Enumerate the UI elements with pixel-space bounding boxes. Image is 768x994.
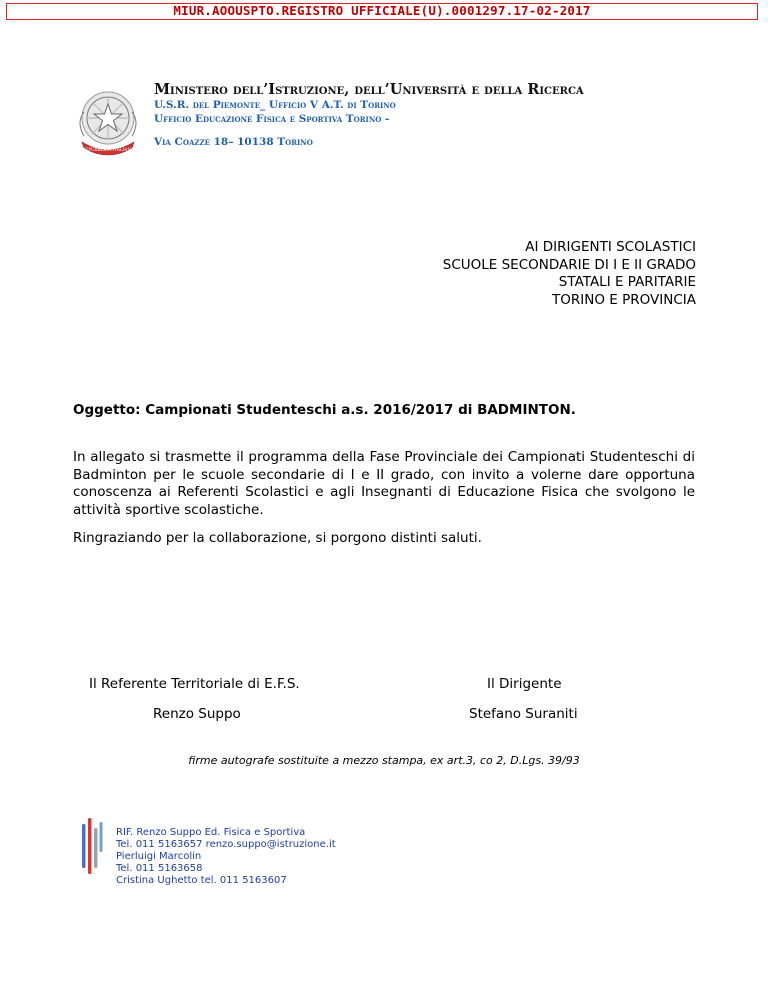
- miur-stripes-logo-icon: [80, 818, 104, 876]
- protocol-stamp: MIUR.AOOUSPTO.REGISTRO UFFICIALE(U).0001297.17-02-2017: [6, 3, 758, 20]
- recipients-block: [443, 239, 696, 309]
- contact-line: Pierluigi Marcolin: [116, 851, 202, 862]
- emblem-ribbon-text: REPUBBLICA ITALIANA: [81, 147, 135, 152]
- ministry-name: Ministero dell’Istruzione, dell’Università e della Ricerca: [154, 81, 584, 98]
- recipient-line: STATALI E PARITARIE: [558, 274, 696, 290]
- contact-line: RIF. Renzo Suppo Ed. Fisica e Sportiva: [116, 827, 306, 838]
- signature-right-name: Stefano Suraniti: [469, 706, 578, 722]
- closing-greeting: Ringraziando per la collaborazione, si porgono distinti saluti.: [73, 530, 482, 546]
- contact-info: [116, 827, 336, 887]
- contact-line: Cristina Ughetto tel. 011 5163607: [116, 875, 287, 886]
- office-line-1: U.S.R. del Piemonte_ Ufficio V A.T. di Torino: [154, 99, 396, 111]
- recipient-line: AI DIRIGENTI SCOLASTICI: [525, 239, 696, 255]
- italian-republic-emblem-icon: [70, 82, 146, 158]
- office-address: Via Coazze 18– 10138 Torino: [154, 136, 313, 148]
- recipient-line: SCUOLE SECONDARIE DI I E II GRADO: [442, 256, 696, 273]
- contact-line: Tel. 011 5163657 renzo.suppo@istruzione.it: [116, 839, 336, 850]
- letter-subject: Oggetto: Campionati Studenteschi a.s. 2016/2017 di BADMINTON.: [73, 402, 576, 418]
- signature-left-role: Il Referente Territoriale di E.F.S.: [89, 676, 300, 692]
- contact-line: Tel. 011 5163658: [116, 863, 203, 874]
- recipient-line: TORINO E PROVINCIA: [552, 291, 696, 308]
- signature-legal-note: firme autografe sostituite a mezzo stampa, ex art.3, co 2, D.Lgs. 39/93: [188, 754, 580, 767]
- signature-right-role: Il Dirigente: [487, 676, 562, 692]
- signature-left-name: Renzo Suppo: [153, 706, 241, 722]
- letterhead: [154, 81, 584, 148]
- letter-body: In allegato si trasmette il programma della Fase Provinciale dei Campionati Studenteschi di Badminton per le scuole secondarie di I e II grado, con invito a volerne dare opportuna conoscenza ai Referenti Scolastici e agli Insegnanti di Educazione Fisica che svolgono le attività sportive scolastiche.: [73, 449, 695, 518]
- office-line-2: Ufficio Educazione Fisica e Sportiva Torino -: [154, 113, 390, 125]
